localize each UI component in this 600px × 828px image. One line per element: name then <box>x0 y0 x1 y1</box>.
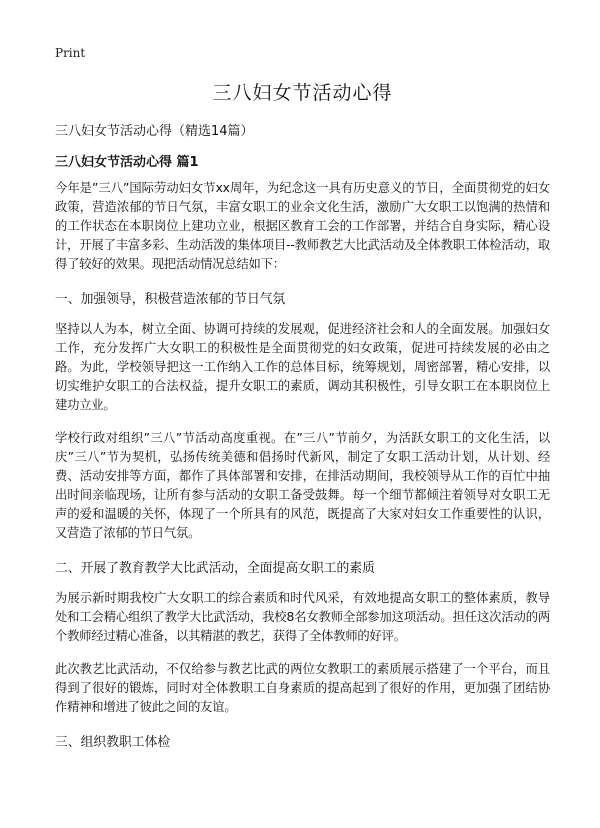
paragraph-contest-2: 此次教艺比武活动，不仅给参与教艺比武的两位女教职工的素质展示搭建了一个平台，而且得到了很好的锻炼，同时对全体教职工自身素质的提高起到了很好的作用，更加强了团结协作精神和增进了彼此之间的友谊。 <box>55 662 550 714</box>
document-page <box>55 78 550 763</box>
document-title: 三八妇女节活动心得 <box>212 82 393 104</box>
paragraph-leadership-1: 坚持以人为本，树立全面、协调可持续的发展观，促进经济社会和人的全面发展。加强妇女工作，充分发挥广大女职工的积极性是全面贯彻党的妇女政策，促进可持续发展的必由之路。为此，学校领导把这一工作纳入工作的总体目标，统筹规划，周密部署，精心安排，以切实维护女职工的合法权益，提升女职工的素质，调动其积极性，引导女职工在本职岗位上建功立业。 <box>55 322 550 412</box>
intro-paragraph: 今年是”三八”国际劳动妇女节xx周年，为纪念这一具有历史意义的节日，全面贯彻党的妇女政策，营造浓郁的节日气氛，丰富女职工的业余文化生活，激励广大女职工以饱满的热情和的工作状态在本职岗位上建功立业，根据区教育工会的工作部署，并结合自身实际，精心设计，开展了丰富多彩、生动活泼的集体项目--教师教艺大比武活动及全体教职工体检活动，取得了较好的效果。现把活动情况总结如下： <box>55 181 550 271</box>
paragraph-contest-1: 为展示新时期我校广大女职工的综合素质和时代风采，有效地提高女职工的整体素质，教导处和工会精心组织了教学大比武活动，我校8名女教师全部参加这项活动。担任这次活动的两个教师经过精心准备，以其精湛的教艺，获得了全体教师的好评。 <box>55 591 550 643</box>
document-subtitle: 三八妇女节活动心得（精选14篇） <box>55 124 254 139</box>
heading-teaching-contest: 二、开展了教育教学大比武活动，全面提高女职工的素质 <box>55 561 375 576</box>
section-title: 三八妇女节活动心得 篇1 <box>55 155 199 170</box>
heading-health-check: 三、组织教职工体检 <box>55 735 171 750</box>
heading-leadership: 一、加强领导，积极营造浓郁的节日气氛 <box>55 292 286 307</box>
paragraph-leadership-2: 学校行政对组织”三八”节活动高度重视。在”三八”节前夕，为活跃女职工的文化生活，以庆”三八”节为契机，弘扬传统美德和倡扬时代新风，制定了女职工活动计划，从计划、经费、活动安排等方面，都作了具体部署和安排，在排活动期间，我校领导从工作的百忙中抽出时间亲临现场，让所有参与活动的女职工备受鼓舞。每一个细节都倾注着领导对女职工无声的爱和温暖的关怀，体现了一个所具有的风范，既提高了大家对妇女工作重要性的认识，又营造了浓郁的节日气氛。 <box>55 431 550 540</box>
print-link[interactable]: Print <box>55 46 86 60</box>
